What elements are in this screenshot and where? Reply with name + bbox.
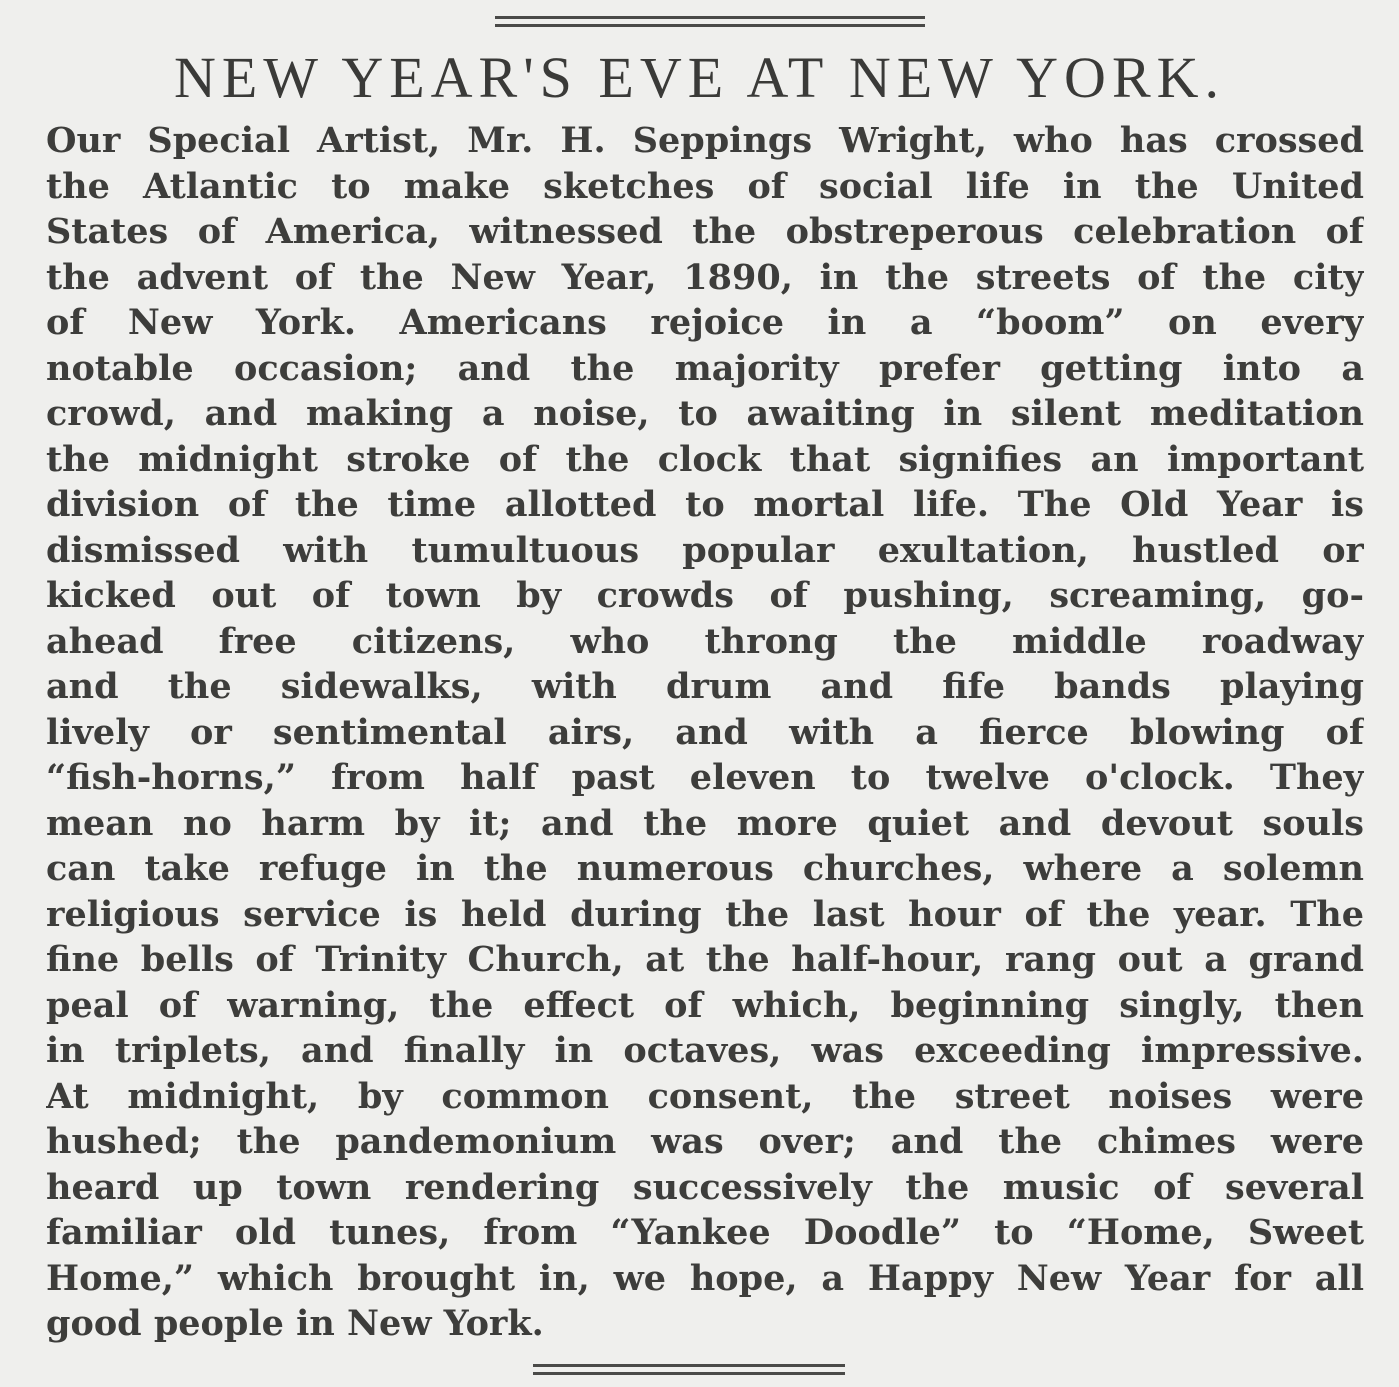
article-line: lively or sentimental airs, and with a fierce blowing of — [46, 711, 1364, 753]
article-line: peal of warning, the effect of which, beginning singly, then — [46, 984, 1364, 1026]
article-line: division of the time allotted to mortal life. The Old Year is — [46, 484, 1364, 525]
bottom-double-rule — [533, 1364, 845, 1375]
top-double-rule — [495, 16, 925, 27]
article-line: Our Special Artist, Mr. H. Seppings Wright, who has crossed — [46, 120, 1364, 161]
article-line: familiar old tunes, from “Yankee Doodle” to “Home, Sweet — [46, 1212, 1364, 1253]
article-line: kicked out of town by crowds of pushing, screaming, go- — [46, 575, 1364, 616]
article-line: can take refuge in the numerous churches, where a solemn — [46, 848, 1364, 889]
article-line: dismissed with tumultuous popular exultation, hustled or — [46, 529, 1364, 571]
article-line: the Atlantic to make sketches of social life in the United — [46, 165, 1364, 207]
article-line: Home,” which brought in, we hope, a Happy New Year for all — [46, 1257, 1364, 1299]
article-line: good people in New York. — [46, 1303, 544, 1344]
article-line: notable occasion; and the majority prefer getting into a — [46, 347, 1364, 389]
article-body — [46, 118, 1364, 1347]
article-line: heard up town rendering successively the music of several — [46, 1166, 1364, 1208]
article-line: the midnight stroke of the clock that signifies an important — [46, 438, 1364, 480]
article-line: the advent of the New Year, 1890, in the streets of the city — [46, 256, 1364, 298]
article-line: fine bells of Trinity Church, at the half-hour, rang out a grand — [46, 939, 1364, 980]
headline: NEW YEAR'S EVE AT NEW YORK. — [173, 45, 1226, 110]
article-line: religious service is held during the last hour of the year. The — [46, 893, 1364, 935]
article-line: ahead free citizens, who throng the middle roadway — [46, 620, 1364, 662]
article-line: “fish-horns,” from half past eleven to twelve o'clock. They — [46, 757, 1364, 798]
article-line: crowd, and making a noise, to awaiting in silent meditation — [46, 393, 1364, 434]
article-line: States of America, witnessed the obstreperous celebration of — [46, 211, 1364, 252]
article-line: of New York. Americans rejoice in a “boom” on every — [46, 302, 1364, 343]
article-line: in triplets, and finally in octaves, was exceeding impressive. — [46, 1030, 1364, 1071]
article-line: hushed; the pandemonium was over; and the chimes were — [46, 1121, 1364, 1162]
article-line: mean no harm by it; and the more quiet and devout souls — [46, 802, 1364, 844]
article-line: At midnight, by common consent, the street noises were — [46, 1075, 1364, 1117]
article-line: and the sidewalks, with drum and fife bands playing — [46, 666, 1364, 707]
